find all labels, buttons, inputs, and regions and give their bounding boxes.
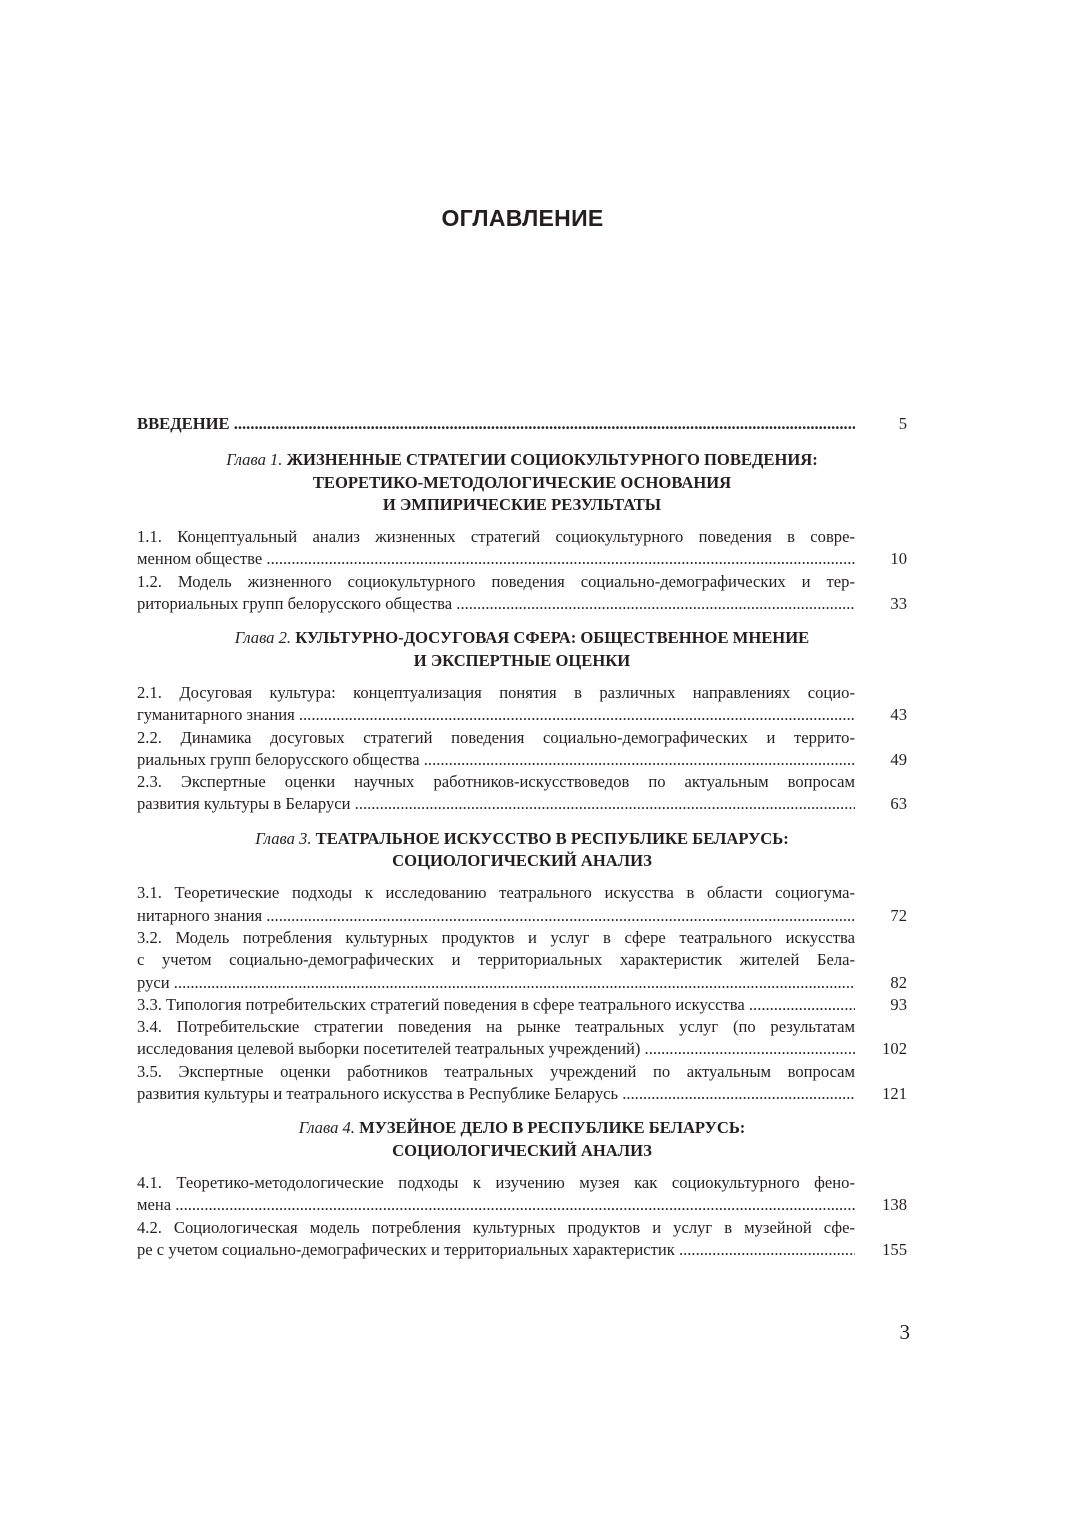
toc-entry-text: с учетом социально-демографических и территориальных характеристик жителей Бела- bbox=[137, 950, 855, 970]
toc-entry-line bbox=[137, 1239, 907, 1261]
toc-page-number: 43 bbox=[890, 705, 907, 725]
toc-entry-line bbox=[137, 1038, 907, 1060]
toc-entry-text: 2.1. Досуговая культура: концептуализация понятия в различных направлениях социо- bbox=[137, 682, 855, 702]
toc-entry-line bbox=[137, 1061, 907, 1083]
chapter-title-line: И ЭМПИРИЧЕСКИЕ РЕЗУЛЬТАТЫ bbox=[382, 494, 662, 514]
toc-entry-text: риальных групп белорусского общества ..... bbox=[137, 750, 855, 769]
toc-entry-line bbox=[137, 682, 907, 704]
toc-page-number: 33 bbox=[890, 594, 907, 614]
toc-entry[interactable] bbox=[137, 526, 907, 571]
toc-entry-text: менном обществе ..... bbox=[137, 549, 855, 568]
toc-entry-text: 3.4. Потребительские стратегии поведения на рынке театральных услуг (по результатам bbox=[137, 1017, 855, 1037]
toc-page-number: 93 bbox=[890, 994, 907, 1014]
toc-entry-line bbox=[137, 793, 907, 815]
chapter-heading[interactable] bbox=[137, 1117, 907, 1162]
toc-entry-text: 4.2. Социологическая модель потребления культурных продуктов и услуг в музейной сфе- bbox=[137, 1217, 855, 1237]
toc-entry-intro[interactable] bbox=[137, 413, 907, 435]
toc-page-number: 121 bbox=[882, 1084, 907, 1104]
page-number: 3 bbox=[899, 1320, 910, 1344]
toc-page-number: 138 bbox=[882, 1195, 907, 1215]
toc-entry[interactable] bbox=[137, 727, 907, 772]
chapter-sections bbox=[137, 1172, 907, 1261]
toc-entry-line bbox=[137, 727, 907, 749]
chapter-title-line: СОЦИОЛОГИЧЕСКИЙ АНАЛИЗ bbox=[392, 1140, 652, 1160]
toc-entry-line bbox=[137, 593, 907, 615]
toc-entry[interactable] bbox=[137, 882, 907, 927]
toc-page-number: 5 bbox=[898, 414, 907, 433]
toc-entry-line bbox=[137, 949, 907, 971]
toc-entry[interactable] bbox=[137, 682, 907, 727]
toc-entry[interactable] bbox=[137, 927, 907, 994]
toc-entry-text: нитарного знания ..... bbox=[137, 906, 855, 925]
chapter-sections bbox=[137, 526, 907, 615]
toc-page-number: 102 bbox=[882, 1039, 907, 1059]
chapter-sections bbox=[137, 882, 907, 1105]
toc-entry-line bbox=[137, 1194, 907, 1216]
toc-entry[interactable] bbox=[137, 1061, 907, 1106]
toc-page-number: 63 bbox=[890, 794, 907, 814]
toc-entry-text: руси ..... bbox=[137, 973, 855, 992]
chapter-label: Глава 1. bbox=[226, 450, 283, 470]
toc-entry-line bbox=[137, 1016, 907, 1038]
toc-entry-text: мена ..... bbox=[137, 1195, 855, 1214]
toc-entry-line bbox=[137, 771, 907, 793]
toc-page-number: 10 bbox=[890, 549, 907, 569]
toc-entry-text: исследования целевой выборки посетителей театральных учреждений) ..... bbox=[137, 1039, 855, 1058]
toc-entry[interactable] bbox=[137, 1217, 907, 1262]
chapter-heading[interactable] bbox=[137, 828, 907, 873]
toc-entry-line bbox=[137, 749, 907, 771]
chapter-title-line: МУЗЕЙНОЕ ДЕЛО В РЕСПУБЛИКЕ БЕЛАРУСЬ: bbox=[359, 1118, 746, 1138]
toc-entry-line bbox=[137, 548, 907, 570]
chapter-sections bbox=[137, 682, 907, 816]
toc-entry-text: 1.2. Модель жизненного социокультурного поведения социально-демографических и тер- bbox=[137, 571, 855, 591]
chapter-title-line: ТЕОРЕТИКО-МЕТОДОЛОГИЧЕСКИЕ ОСНОВАНИЯ bbox=[312, 472, 732, 492]
chapter-title-line: СОЦИОЛОГИЧЕСКИЙ АНАЛИЗ bbox=[392, 851, 652, 871]
toc-entry-text: развития культуры и театрального искусства в Республике Беларусь ..... bbox=[137, 1084, 855, 1103]
toc-entry-text: ре с учетом социально-демографических и территориальных характеристик ..... bbox=[137, 1240, 855, 1259]
toc-entry-line bbox=[137, 1217, 907, 1239]
toc-entry-line bbox=[137, 882, 907, 904]
chapter-label: Глава 2. bbox=[234, 628, 292, 648]
toc-entry-text: 3.3. Типология потребительских стратегий поведения в сфере театрального искусства ..... bbox=[137, 995, 855, 1014]
toc-page-number: 82 bbox=[890, 972, 907, 992]
toc-entry[interactable] bbox=[137, 1016, 907, 1061]
chapter-title-line: И ЭКСПЕРТНЫЕ ОЦЕНКИ bbox=[413, 650, 631, 670]
toc-entry[interactable] bbox=[137, 994, 907, 1016]
toc-entry-text: 3.5. Экспертные оценки работников театральных учреждений по актуальным вопросам bbox=[137, 1061, 855, 1081]
toc-entry-text: гуманитарного знания ..... bbox=[137, 705, 855, 724]
toc-entry-label: ВВЕДЕНИЕ ..... bbox=[137, 414, 855, 433]
toc-entry[interactable] bbox=[137, 1172, 907, 1217]
toc-entry[interactable] bbox=[137, 571, 907, 616]
toc-entry-line bbox=[137, 1083, 907, 1105]
toc-entry-line bbox=[137, 972, 907, 994]
page-title: ОГЛАВЛЕНИЕ bbox=[441, 205, 604, 231]
toc-entry-text: 4.1. Теоретико-методологические подходы к изучению музея как социокультурного фено- bbox=[137, 1172, 855, 1192]
toc-entry-text: риториальных групп белорусского общества ..... bbox=[137, 594, 855, 613]
toc-entry-text: 3.1. Теоретические подходы к исследованию театрального искусства в области социогума- bbox=[137, 883, 855, 903]
toc-page-number: 49 bbox=[890, 749, 907, 769]
chapter-title-line: ТЕАТРАЛЬНОЕ ИСКУССТВО В РЕСПУБЛИКЕ БЕЛАРУСЬ: bbox=[315, 828, 789, 848]
toc-entry-text: развития культуры в Беларуси ..... bbox=[137, 794, 855, 813]
toc-entry-line bbox=[137, 927, 907, 949]
chapter-label: Глава 3. bbox=[255, 828, 312, 848]
toc-page-number: 155 bbox=[882, 1239, 907, 1259]
chapter-label: Глава 4. bbox=[298, 1118, 355, 1138]
toc-entry-text: 2.3. Экспертные оценки научных работников-искусствоведов по актуальным вопросам bbox=[137, 772, 855, 792]
chapter-title-line: КУЛЬТУРНО-ДОСУГОВАЯ СФЕРА: ОБЩЕСТВЕННОЕ МНЕНИЕ bbox=[295, 628, 810, 648]
toc-entry-text: 2.2. Динамика досуговых стратегий поведения социально-демографических и террито- bbox=[137, 727, 855, 747]
chapter-heading[interactable] bbox=[137, 627, 907, 672]
toc-entry-line bbox=[137, 526, 907, 548]
toc-entry-text: 1.1. Концептуальный анализ жизненных стратегий социокультурного поведения в совре- bbox=[137, 527, 855, 547]
toc-entry-text: 3.2. Модель потребления культурных продуктов и услуг в сфере театрального искусства bbox=[137, 927, 855, 947]
toc-entry-line bbox=[137, 994, 907, 1016]
toc-entry-line bbox=[137, 704, 907, 726]
chapter-title-line: ЖИЗНЕННЫЕ СТРАТЕГИИ СОЦИОКУЛЬТУРНОГО ПОВЕДЕНИЯ: bbox=[286, 450, 818, 470]
chapter-heading[interactable] bbox=[137, 449, 907, 516]
toc-entry-line bbox=[137, 1172, 907, 1194]
toc-page-number: 72 bbox=[890, 905, 907, 925]
toc-entry[interactable] bbox=[137, 771, 907, 816]
toc-entry-line bbox=[137, 905, 907, 927]
table-of-contents bbox=[137, 413, 907, 1273]
toc-entry-line bbox=[137, 571, 907, 593]
